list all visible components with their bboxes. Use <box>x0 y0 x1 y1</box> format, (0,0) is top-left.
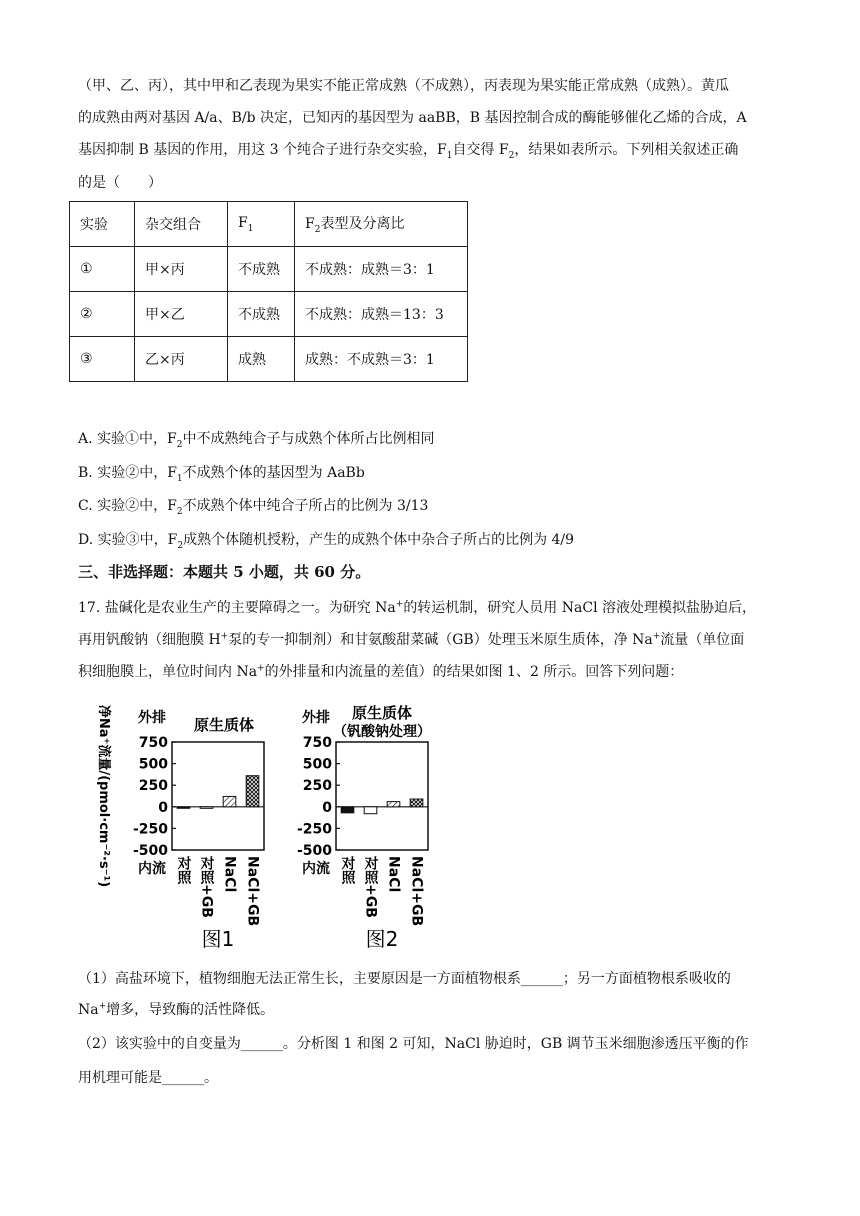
table-header-row <box>70 202 468 247</box>
option-b[interactable]: B. 实验②中，$F_1$不成熟个体的基因型为 AaBb <box>78 465 365 484</box>
category-label: 对照+GB <box>362 856 379 918</box>
bar <box>200 807 213 809</box>
bar <box>341 807 354 813</box>
category-label: NaCl+GB <box>408 856 425 927</box>
chart-1 <box>96 705 264 951</box>
bar <box>387 802 400 807</box>
category-label: 对照 <box>339 856 356 884</box>
y-tick-label: 0 <box>322 799 332 816</box>
y-tick-label: 250 <box>302 778 332 795</box>
chart-title: 原生质体 <box>351 704 413 722</box>
y-tick-label: -250 <box>296 821 332 838</box>
category-label: 对照+GB <box>198 856 215 918</box>
stem-line-4: 的是（ ） <box>78 175 162 191</box>
y-tick-label: 500 <box>138 756 168 773</box>
table-row: ① 甲×丙 不成熟 不成熟：成熟＝3：1 <box>70 247 468 292</box>
stem-line-1: （甲、乙、丙），其中甲和乙表现为果实不能正常成熟（不成熟），丙表现为果实能正常成熟（成熟）。黄瓜 <box>78 78 729 94</box>
chart-title: 原生质体 <box>193 716 255 734</box>
bar <box>364 807 377 814</box>
y-tick-label: 750 <box>302 735 332 751</box>
category-label: NaCl+GB <box>244 856 261 927</box>
q17-sub1-line-2: Na+增多，导致酶的活性降低。 <box>78 1001 275 1018</box>
header-f1: $F_1$ <box>228 202 295 247</box>
section-heading: 三、非选择题：本题共 5 小题，共 60 分。 <box>78 563 371 581</box>
q17-line-3: 积细胞膜上，单位时间内 Na+的外排量和内流量的差值）的结果如图 1、2 所示。回答下列问题： <box>78 663 684 680</box>
bar <box>177 807 190 809</box>
experiment-table <box>69 201 468 382</box>
y-tick-label: -250 <box>132 821 168 838</box>
inflow-label: 内流 <box>138 861 166 877</box>
table-row: ② 甲×乙 不成熟 不成熟：成熟＝13：3 <box>70 292 468 337</box>
header-exp: 实验 <box>70 202 135 247</box>
stem-line-3: 基因抑制 B 基因的作用，用这 3 个纯合子进行杂交实验，$F_1$自交得 $F_2$，结果如表所示。下列相关叙述正确 <box>78 142 739 161</box>
y-tick-label: -500 <box>132 843 168 859</box>
figure-2 <box>280 698 460 960</box>
option-d[interactable]: D. 实验③中，$F_2$成熟个体随机授粉，产生的成熟个体中杂合子所占的比例为 4/9 <box>78 532 575 551</box>
outflow-label: 外排 <box>302 710 330 726</box>
bar <box>410 799 423 807</box>
bar <box>246 776 259 807</box>
chart-subtitle: （钒酸钠处理） <box>333 724 431 740</box>
question-stem <box>78 71 784 101</box>
category-label: 对照 <box>175 856 192 884</box>
option-a[interactable]: A. 实验①中，$F_2$中不成熟纯合子与成熟个体所占比例相同 <box>78 431 435 450</box>
inflow-label: 内流 <box>302 861 330 877</box>
table-row: ③ 乙×丙 成熟 成熟：不成熟＝3：1 <box>70 337 468 382</box>
category-label: NaCl <box>221 856 238 893</box>
y-tick-label: -500 <box>296 843 332 859</box>
figure-caption: 图2 <box>365 927 399 951</box>
y-tick-label: 750 <box>138 735 168 751</box>
q17-sub2-line-1: （2）该实验中的自变量为______。分析图 1 和图 2 可知，NaCl 胁迫时，GB 调节玉米细胞渗透压平衡的作 <box>78 1036 749 1052</box>
q17-sub1-line-1: （1）高盐环境下，植物细胞无法正常生长，主要原因是一方面植物根系______；另一方面植物根系吸收的 <box>78 971 731 987</box>
category-label: NaCl <box>385 856 402 893</box>
plot-frame <box>336 742 428 850</box>
option-c[interactable]: C. 实验②中，$F_2$不成熟个体中纯合子所占的比例为 3/13 <box>78 498 429 517</box>
y-tick-label: 250 <box>138 778 168 795</box>
q17-line-1: 17. 盐碱化是农业生产的主要障碍之一。为研究 Na+的转运机制，研究人员用 NaCl 溶液处理模拟盐胁迫后， <box>78 599 756 616</box>
y-axis-label: 净Na⁺流量/(pmol·cm⁻²·s⁻¹) <box>96 704 111 888</box>
header-cross: 杂交组合 <box>135 202 228 247</box>
stem-line-2: 的成熟由两对基因 A/a、B/b 决定，已知丙的基因型为 aaBB，B 基因控制合成的酶能够催化乙烯的合成，A <box>78 110 747 126</box>
y-tick-label: 500 <box>302 756 332 773</box>
figure-caption: 图1 <box>201 927 235 951</box>
q17-line-2: 再用钒酸钠（细胞膜 H+泵的专一抑制剂）和甘氨酸甜菜碱（GB）处理玉米原生质体，净 Na+流量（单位面 <box>78 631 745 648</box>
outflow-label: 外排 <box>138 710 166 726</box>
y-tick-label: 0 <box>158 799 168 816</box>
header-f2: $F_2$表型及分离比 <box>295 202 468 247</box>
q17-sub2-line-2: 用机理可能是______。 <box>78 1070 218 1086</box>
bar <box>223 796 236 806</box>
chart-2 <box>297 704 431 951</box>
